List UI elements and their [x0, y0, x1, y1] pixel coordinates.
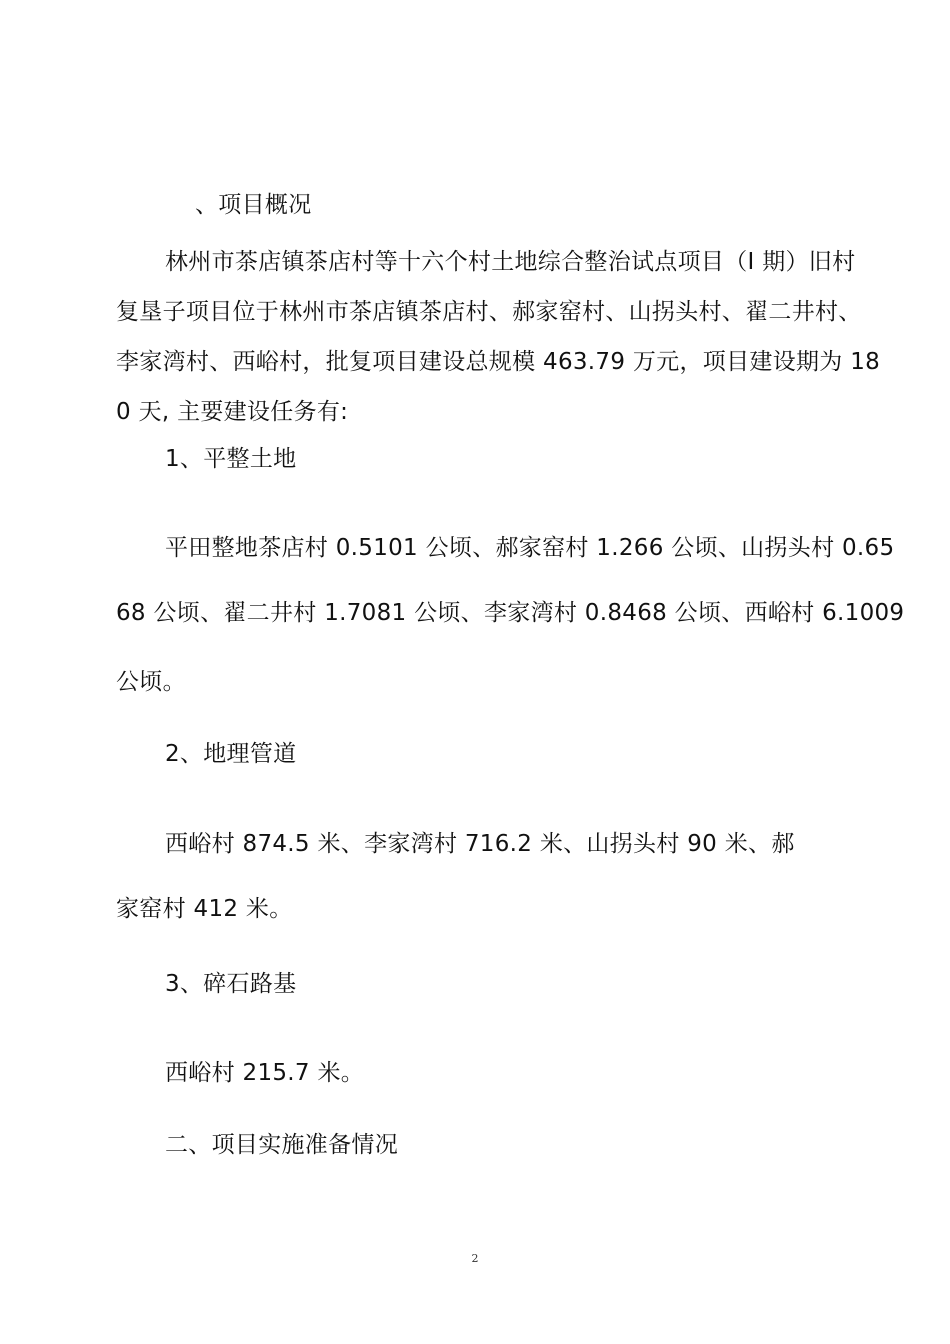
- task-heading-pipeline: 2、地理管道: [165, 741, 297, 767]
- section-heading-project-overview: 、项目概况: [195, 192, 312, 218]
- paragraph-line: 西峪村 215.7 米。: [165, 1060, 365, 1086]
- paragraph-line: 复垦子项目位于林州市茶店镇茶店村、郝家窑村、山拐头村、翟二井村、: [116, 299, 862, 325]
- paragraph-line: 家窑村 412 米。: [116, 896, 293, 922]
- task-heading-land-leveling: 1、平整土地: [165, 446, 297, 472]
- paragraph-line: 68 公顷、翟二井村 1.7081 公顷、李家湾村 0.8468 公顷、西峪村 6.1009: [116, 600, 905, 626]
- paragraph-line: 0 天, 主要建设任务有:: [116, 399, 349, 425]
- paragraph-line: 公顷。: [116, 669, 186, 695]
- section-heading-implementation-preparation: 二、项目实施准备情况: [165, 1132, 398, 1158]
- paragraph-line: 平田整地茶店村 0.5101 公顷、郝家窑村 1.266 公顷、山拐头村 0.65: [165, 535, 895, 561]
- page-number: 2: [471, 1252, 479, 1265]
- task-heading-gravel-roadbed: 3、碎石路基: [165, 971, 297, 997]
- paragraph-line: 林州市茶店镇茶店村等十六个村土地综合整治试点项目（I 期）旧村: [165, 249, 856, 275]
- paragraph-line: 李家湾村、西峪村，批复项目建设总规模 463.79 万元，项目建设期为 18: [116, 349, 881, 375]
- paragraph-line: 西峪村 874.5 米、李家湾村 716.2 米、山拐头村 90 米、郝: [165, 831, 795, 857]
